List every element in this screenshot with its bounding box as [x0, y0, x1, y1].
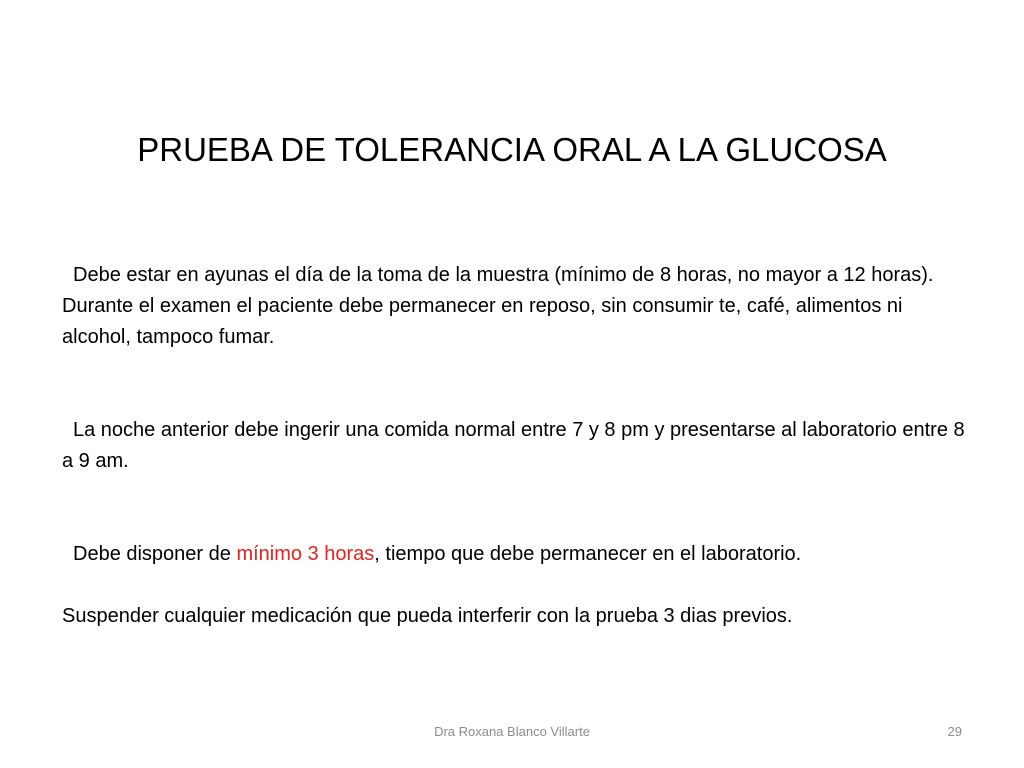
slide-body: [62, 260, 974, 632]
slide-title: PRUEBA DE TOLERANCIA ORAL A LA GLUCOSA: [137, 131, 887, 168]
paragraph-rest: Durante el examen el paciente debe permanecer en reposo, sin consumir te, café, alimentos ni alcohol, tampoco fumar.: [62, 295, 903, 348]
paragraph-medication: Suspender cualquier medicación que pueda interferir con la prueba 3 dias previos.: [62, 605, 793, 627]
paragraph-duration-before: Debe disponer de: [73, 543, 237, 565]
paragraph-previous-night: [62, 415, 974, 477]
paragraph-previous-night-text: La noche anterior debe ingerir una comida normal entre 7 y 8 pm y presentarse al laboratorio entre 8 a 9 am.: [62, 419, 965, 472]
highlight-minimum-hours: mínimo 3 horas: [236, 543, 375, 565]
paragraph-duration-after: , tiempo que debe permanecer en el laboratorio.: [374, 543, 802, 565]
paragraph-fasting: [62, 260, 974, 291]
footer-author: Dra Roxana Blanco Villarte: [434, 724, 590, 739]
paragraph-duration: [62, 539, 974, 570]
page-number: 29: [947, 724, 962, 739]
paragraph-fasting-text: Debe estar en ayunas el día de la toma de la muestra (mínimo de 8 horas, no mayor a 12 horas).: [73, 264, 934, 286]
